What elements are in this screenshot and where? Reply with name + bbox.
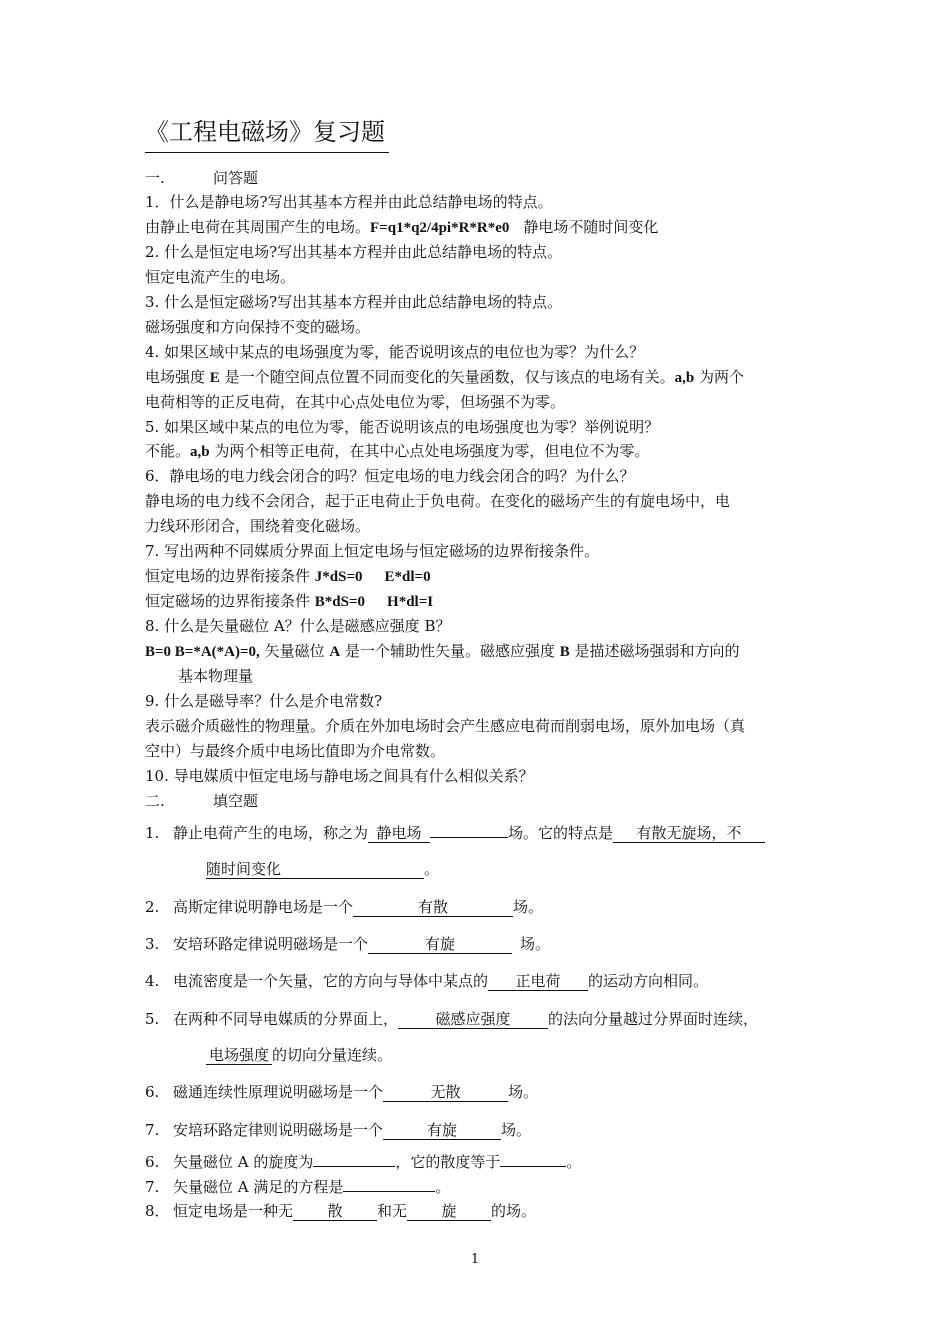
question-10: 10. 导电媒质中恒定电场与静电场之间具有什么相似关系？ xyxy=(145,767,534,785)
question-6: 6．静电场的电力线会闭合的吗？恒定电场的电力线会闭合的吗？为什么？ xyxy=(145,467,635,485)
question-2: 2. 什么是恒定电场?写出其基本方程并由此总结静电场的特点。 xyxy=(145,243,563,261)
answer-2: 恒定电流产生的电场。 xyxy=(145,268,296,286)
fill-blank: 静电场 xyxy=(368,824,430,843)
answer-3: 磁场强度和方向保持不变的磁场。 xyxy=(145,318,371,336)
fill-item-2: 2. 高斯定律说明静电场是一个 有散 场。 xyxy=(145,898,544,916)
answer-9-line-1: 表示磁介质磁性的物理量。介质在外加电场时会产生感应电荷而削弱电场，原外加电场（真 xyxy=(145,717,746,735)
answer-9-line-2: 空中）与最终介质中电场比值即为介电常数。 xyxy=(145,742,446,760)
fill-item-9: 7. 矢量磁位 A 满足的方程是 。 xyxy=(145,1178,451,1196)
question-1: 1．什么是静电场?写出其基本方程并由此总结静电场的特点。 xyxy=(145,193,553,211)
fill-blank: 有散无旋场，不 xyxy=(613,824,765,843)
fill-item-8: 6. 矢量磁位 A 的旋度为 ，它的散度等于 。 xyxy=(145,1153,582,1171)
fill-item-4: 4. 电流密度是一个矢量，它的方向与导体中某点的 正电荷 的运动方向相同。 xyxy=(145,972,709,990)
section-heading-fill: 二. 填空题 xyxy=(145,792,259,810)
answer-4-line-1: 电场强度 E 是一个随空间点位置不同而变化的矢量函数，仅与该点的电场有关。a,b 为两个 xyxy=(145,368,744,386)
fill-blank: 无散 xyxy=(383,1083,508,1102)
fill-blank: 随时间变化 xyxy=(206,860,424,879)
fill-blank xyxy=(313,1166,395,1167)
page-title: 《工程电磁场》复习题 xyxy=(145,116,389,153)
fill-blank: 有旋 xyxy=(383,1121,501,1140)
answer-7-line-2: 恒定磁场的边界衔接条件 B*dS=0 H*dl=I xyxy=(145,592,434,610)
fill-blank: 正电荷 xyxy=(488,972,588,991)
fill-item-5-line-1: 5. 在两种不同导电媒质的分界面上， 磁感应强度 的法向分量越过分界面时连续， xyxy=(145,1010,759,1028)
question-8: 8. 什么是矢量磁位 A？什么是磁感应强度 B？ xyxy=(145,617,451,635)
question-5: 5. 如果区域中某点的电位为零，能否说明该点的电场强度也为零？举例说明？ xyxy=(145,418,660,436)
fill-item-6: 6. 磁通连续性原理说明磁场是一个 无散 场。 xyxy=(145,1083,539,1101)
fill-item-1-line-2: 随时间变化 。 xyxy=(206,860,440,878)
question-7: 7. 写出两种不同媒质分界面上恒定电场与恒定磁场的边界衔接条件。 xyxy=(145,542,600,560)
answer-6-line-1: 静电场的电力线不会闭合，起于正电荷止于负电荷。在变化的磁场产生的有旋电场中，电 xyxy=(145,492,731,510)
question-9: 9. 什么是磁导率？什么是介电常数? xyxy=(145,692,383,710)
question-4: 4. 如果区域中某点的电场强度为零，能否说明该点的电位也为零？为什么？ xyxy=(145,343,645,361)
fill-blank: 散 xyxy=(293,1202,377,1221)
fill-blank xyxy=(500,1166,566,1167)
fill-blank xyxy=(343,1191,435,1192)
page-number: 1 xyxy=(470,1252,480,1267)
answer-8-line-2: 基本物理量 xyxy=(178,667,254,685)
fill-item-3: 3. 安培环路定律说明磁场是一个 有旋 场。 xyxy=(145,935,551,953)
question-3: 3. 什么是恒定磁场?写出其基本方程并由此总结静电场的特点。 xyxy=(145,293,563,311)
fill-blank: 磁感应强度 xyxy=(398,1010,548,1029)
fill-blank: 电场强度 xyxy=(206,1046,272,1065)
answer-6-line-2: 力线环形闭合，围绕着变化磁场。 xyxy=(145,517,371,535)
fill-blank: 有旋 xyxy=(368,935,512,954)
answer-7-line-1: 恒定电场的边界衔接条件 J*dS=0 E*dl=0 xyxy=(145,567,431,585)
answer-4-line-2: 电荷相等的正反电荷，在其中心点处电位为零，但场强不为零。 xyxy=(145,393,566,411)
answer-8-line-1: B=0 B=*A(*A)=0, 矢量磁位 A 是一个辅助性矢量。磁感应强度 B 是描述磁场强弱和方向的 xyxy=(145,642,740,660)
answer-5: 不能。a,b 为两个相等正电荷，在其中心点处电场强度为零，但电位不为零。 xyxy=(145,442,650,460)
fill-item-10: 8． 恒定电场是一种无 散 和无 旋 的场。 xyxy=(145,1202,537,1220)
fill-blank: 旋 xyxy=(407,1202,491,1221)
section-heading-qa: 一. 问答题 xyxy=(145,169,259,187)
fill-item-5-line-2: 电场强度 的切向分量连续。 xyxy=(206,1044,392,1066)
fill-item-7: 7. 安培环路定律则说明磁场是一个 有旋 场。 xyxy=(145,1121,532,1139)
fill-item-1-line-1: 1. 静止电荷产生的电场，称之为 静电场 场。它的特点是 有散无旋场，不 xyxy=(145,822,765,844)
fill-blank: 有散 xyxy=(353,898,513,917)
answer-1: 由静止电荷在其周围产生的电场。F=q1*q2/4pi*R*R*e0 静电场不随时间变化 xyxy=(145,218,659,236)
